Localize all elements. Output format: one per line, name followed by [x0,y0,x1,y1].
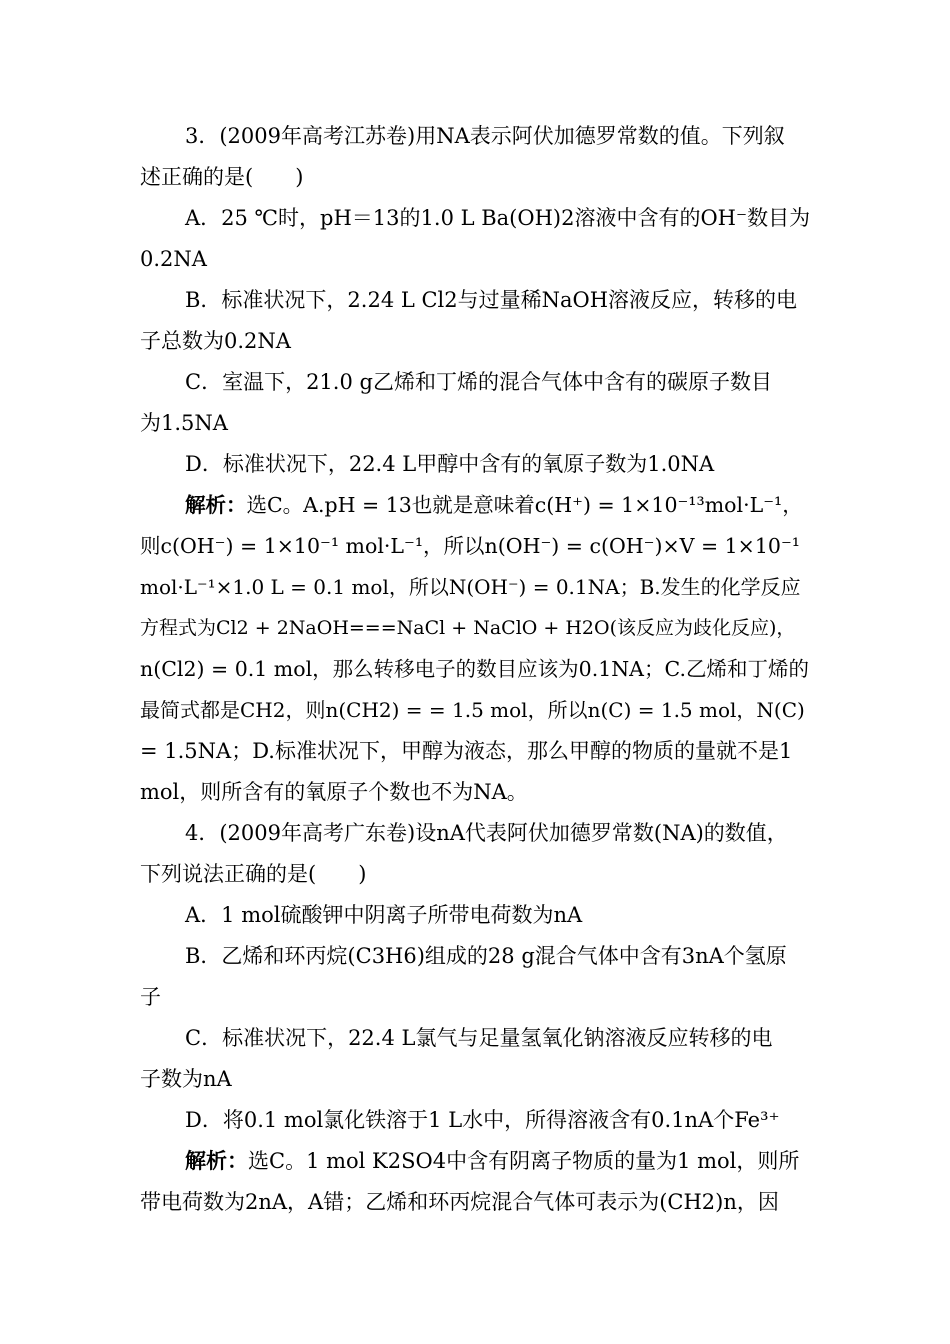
q3-analysis-line-1 [185,490,803,520]
q4-stem-line-2: 下列说法正确的是( ) [140,862,367,886]
q4-option-c-line-2: 子数为nA [140,1067,232,1091]
q3-stem-line-2: 述正确的是( ) [140,165,304,189]
q3-analysis-line-8: mol，则所含有的氧原子个数也不为NA。 [140,780,528,804]
q3-analysis-line-4: 方程式为Cl2 + 2NaOH===NaCl + NaClO + H2O(该反应为歧化反应)， [140,617,796,639]
q3-option-a-line-2: 0.2NA [140,247,207,271]
q3-option-d: D．标准状况下，22.4 L甲醇中含有的氧原子数为1.0NA [185,452,715,476]
q3-analysis-line-5: n(Cl2) = 0.1 mol，那么转移电子的数目应该为0.1NA；C.乙烯和丁烯的 [140,657,809,681]
q3-analysis-label: 解析： [185,493,247,517]
q3-analysis-line-6: 最简式都是CH2，则n(CH2) = = 1.5 mol，所以n(C) = 1.5 mol，N(C) [140,698,805,722]
q3-option-b-line-2: 子总数为0.2NA [140,329,291,353]
q4-option-c-line-1: C．标准状况下，22.4 L氯气与足量氢氧化钠溶液反应转移的电 [185,1026,773,1050]
q4-analysis-line-1 [185,1146,799,1176]
q4-analysis-line-2: 带电荷数为2nA，A错；乙烯和环丙烷混合气体可表示为(CH2)n，因 [140,1190,779,1214]
q4-option-a: A．1 mol硫酸钾中阴离子所带电荷数为nA [185,903,583,927]
q3-option-a-line-1: A．25 ℃时，pH＝13的1.0 L Ba(OH)2溶液中含有的OH⁻数目为 [185,206,811,230]
q3-analysis-line-7: = 1.5NA；D.标准状况下，甲醇为液态，那么甲醇的物质的量就不是1 [140,739,793,763]
q3-option-c-line-1: C．室温下，21.0 g乙烯和丁烯的混合气体中含有的碳原子数目 [185,370,772,394]
q3-analysis-line-3: mol·L⁻¹×1.0 L = 0.1 mol，所以N(OH⁻) = 0.1NA；B.发生的化学反应 [140,575,801,599]
q3-analysis-line-2: 则c(OH⁻) = 1×10⁻¹ mol·L⁻¹，所以n(OH⁻) = c(OH⁻)×V = 1×10⁻¹ [140,534,800,558]
q4-option-d: D．将0.1 mol氯化铁溶于1 L水中，所得溶液含有0.1nA个Fe³⁺ [185,1108,780,1132]
q4-analysis-text-1: 选C。1 mol K2SO4中含有阴离子物质的量为1 mol，则所 [248,1149,800,1173]
q3-analysis-text-1: 选C。A.pH = 13也就是意味着c(H⁺) = 1×10⁻¹³mol·L⁻¹， [246,493,803,517]
q3-stem-line-1: 3．(2009年高考江苏卷)用NA表示阿伏加德罗常数的值。下列叙 [185,124,785,148]
q4-option-b-line-2: 子 [140,985,161,1009]
q4-option-b-line-1: B．乙烯和环丙烷(C3H6)组成的28 g混合气体中含有3nA个氢原 [185,944,787,968]
q4-stem-line-1: 4．(2009年高考广东卷)设nA代表阿伏加德罗常数(NA)的数值， [185,821,788,845]
q3-option-b-line-1: B．标准状况下，2.24 L Cl2与过量稀NaOH溶液反应，转移的电 [185,288,798,312]
q4-analysis-label: 解析： [185,1148,248,1173]
q3-option-c-line-2: 为1.5NA [140,411,228,435]
